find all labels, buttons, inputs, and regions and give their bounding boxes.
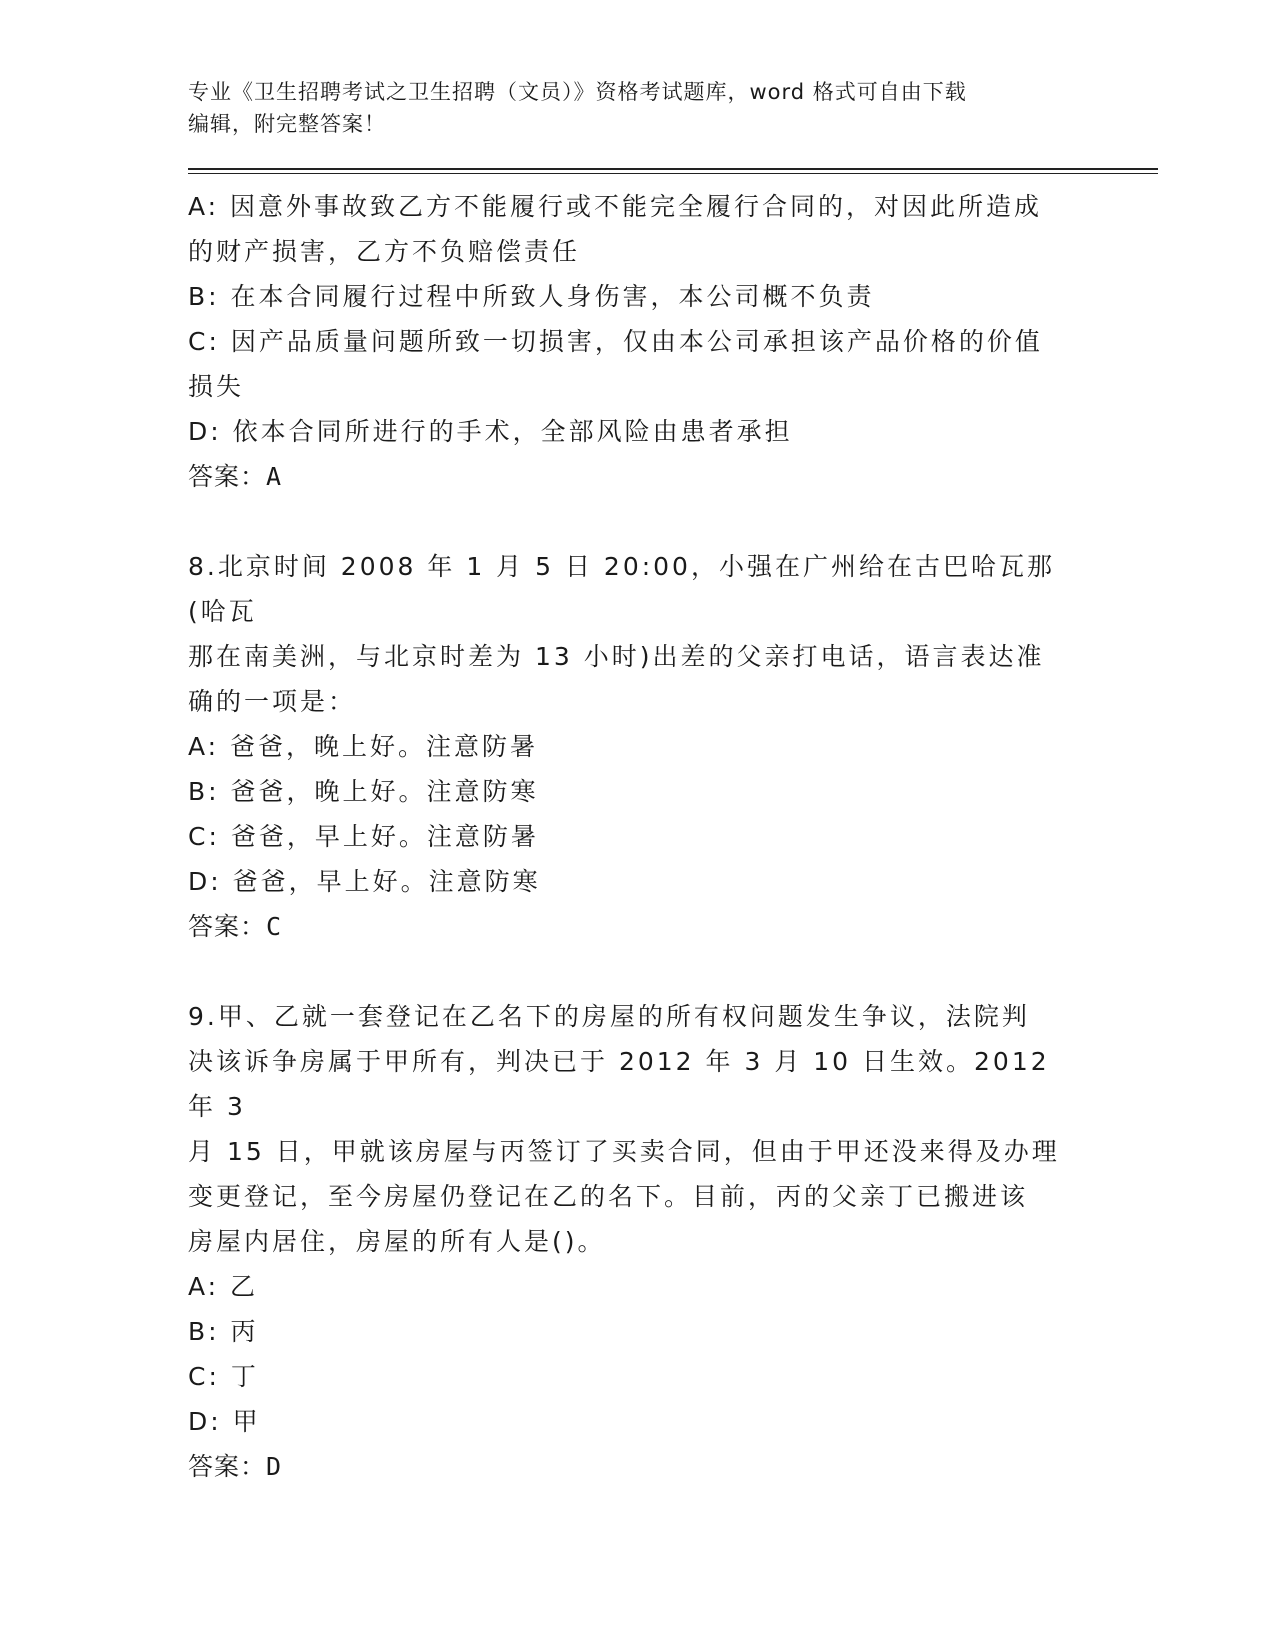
option-d: D: 甲 bbox=[188, 1407, 261, 1436]
question-stem-line: 那在南美洲，与北京时差为 13 小时)出差的父亲打电话，语言表达准 bbox=[188, 642, 1045, 671]
option-c: C: 丁 bbox=[188, 1362, 259, 1391]
option-b: B: 爸爸，晚上好。注意防寒 bbox=[188, 777, 539, 806]
question-stem-line: 决该诉争房属于甲所有，判决已于 2012 年 3 月 10 日生效。2012 年 3 bbox=[188, 1047, 1061, 1121]
question-content bbox=[188, 184, 1088, 1489]
header-divider bbox=[188, 168, 1158, 174]
option-a: A: 爸爸，晚上好。注意防暑 bbox=[188, 732, 539, 761]
question-8 bbox=[188, 544, 1088, 949]
spacer bbox=[188, 949, 1088, 994]
option-b: B: 丙 bbox=[188, 1317, 259, 1346]
option-a-line-2: 的财产损害，乙方不负赔偿责任 bbox=[188, 237, 581, 266]
option-c-line-1: C: 因产品质量问题所致一切损害，仅由本公司承担该产品价格的价值 bbox=[188, 327, 1043, 356]
answer: 答案：D bbox=[188, 1452, 283, 1481]
option-d: D: 依本合同所进行的手术，全部风险由患者承担 bbox=[188, 417, 793, 446]
question-7-options bbox=[188, 184, 1088, 499]
document-page bbox=[188, 70, 1158, 1489]
option-c-line-2: 损失 bbox=[188, 372, 245, 401]
header-line-1: 专业《卫生招聘考试之卫生招聘（文员）》资格考试题库，word 格式可自由下载 bbox=[188, 80, 967, 104]
question-stem-line: 9.甲、乙就一套登记在乙名下的房屋的所有权问题发生争议，法院判 bbox=[188, 1002, 1030, 1031]
option-c: C: 爸爸，早上好。注意防暑 bbox=[188, 822, 539, 851]
question-9 bbox=[188, 994, 1088, 1489]
option-d: D: 爸爸，早上好。注意防寒 bbox=[188, 867, 541, 896]
question-stem-line: 变更登记，至今房屋仍登记在乙的名下。目前，丙的父亲丁已搬进该 bbox=[188, 1182, 1029, 1211]
spacer bbox=[188, 499, 1088, 544]
question-stem-line: 月 15 日，甲就该房屋与丙签订了买卖合同，但由于甲还没来得及办理 bbox=[188, 1137, 1060, 1166]
question-stem-line: 8.北京时间 2008 年 1 月 5 日 20:00，小强在广州给在古巴哈瓦那(哈瓦 bbox=[188, 552, 1055, 626]
question-stem-line: 确的一项是： bbox=[188, 687, 357, 716]
question-stem-line: 房屋内居住，房屋的所有人是()。 bbox=[188, 1227, 606, 1256]
document-header bbox=[188, 76, 1158, 140]
option-b: B: 在本合同履行过程中所致人身伤害，本公司概不负责 bbox=[188, 282, 875, 311]
answer: 答案：C bbox=[188, 912, 283, 941]
option-a: A: 乙 bbox=[188, 1272, 259, 1301]
answer: 答案：A bbox=[188, 462, 283, 491]
option-a-line-1: A: 因意外事故致乙方不能履行或不能完全履行合同的，对因此所造成 bbox=[188, 192, 1043, 221]
header-line-2: 编辑，附完整答案！ bbox=[188, 112, 386, 136]
